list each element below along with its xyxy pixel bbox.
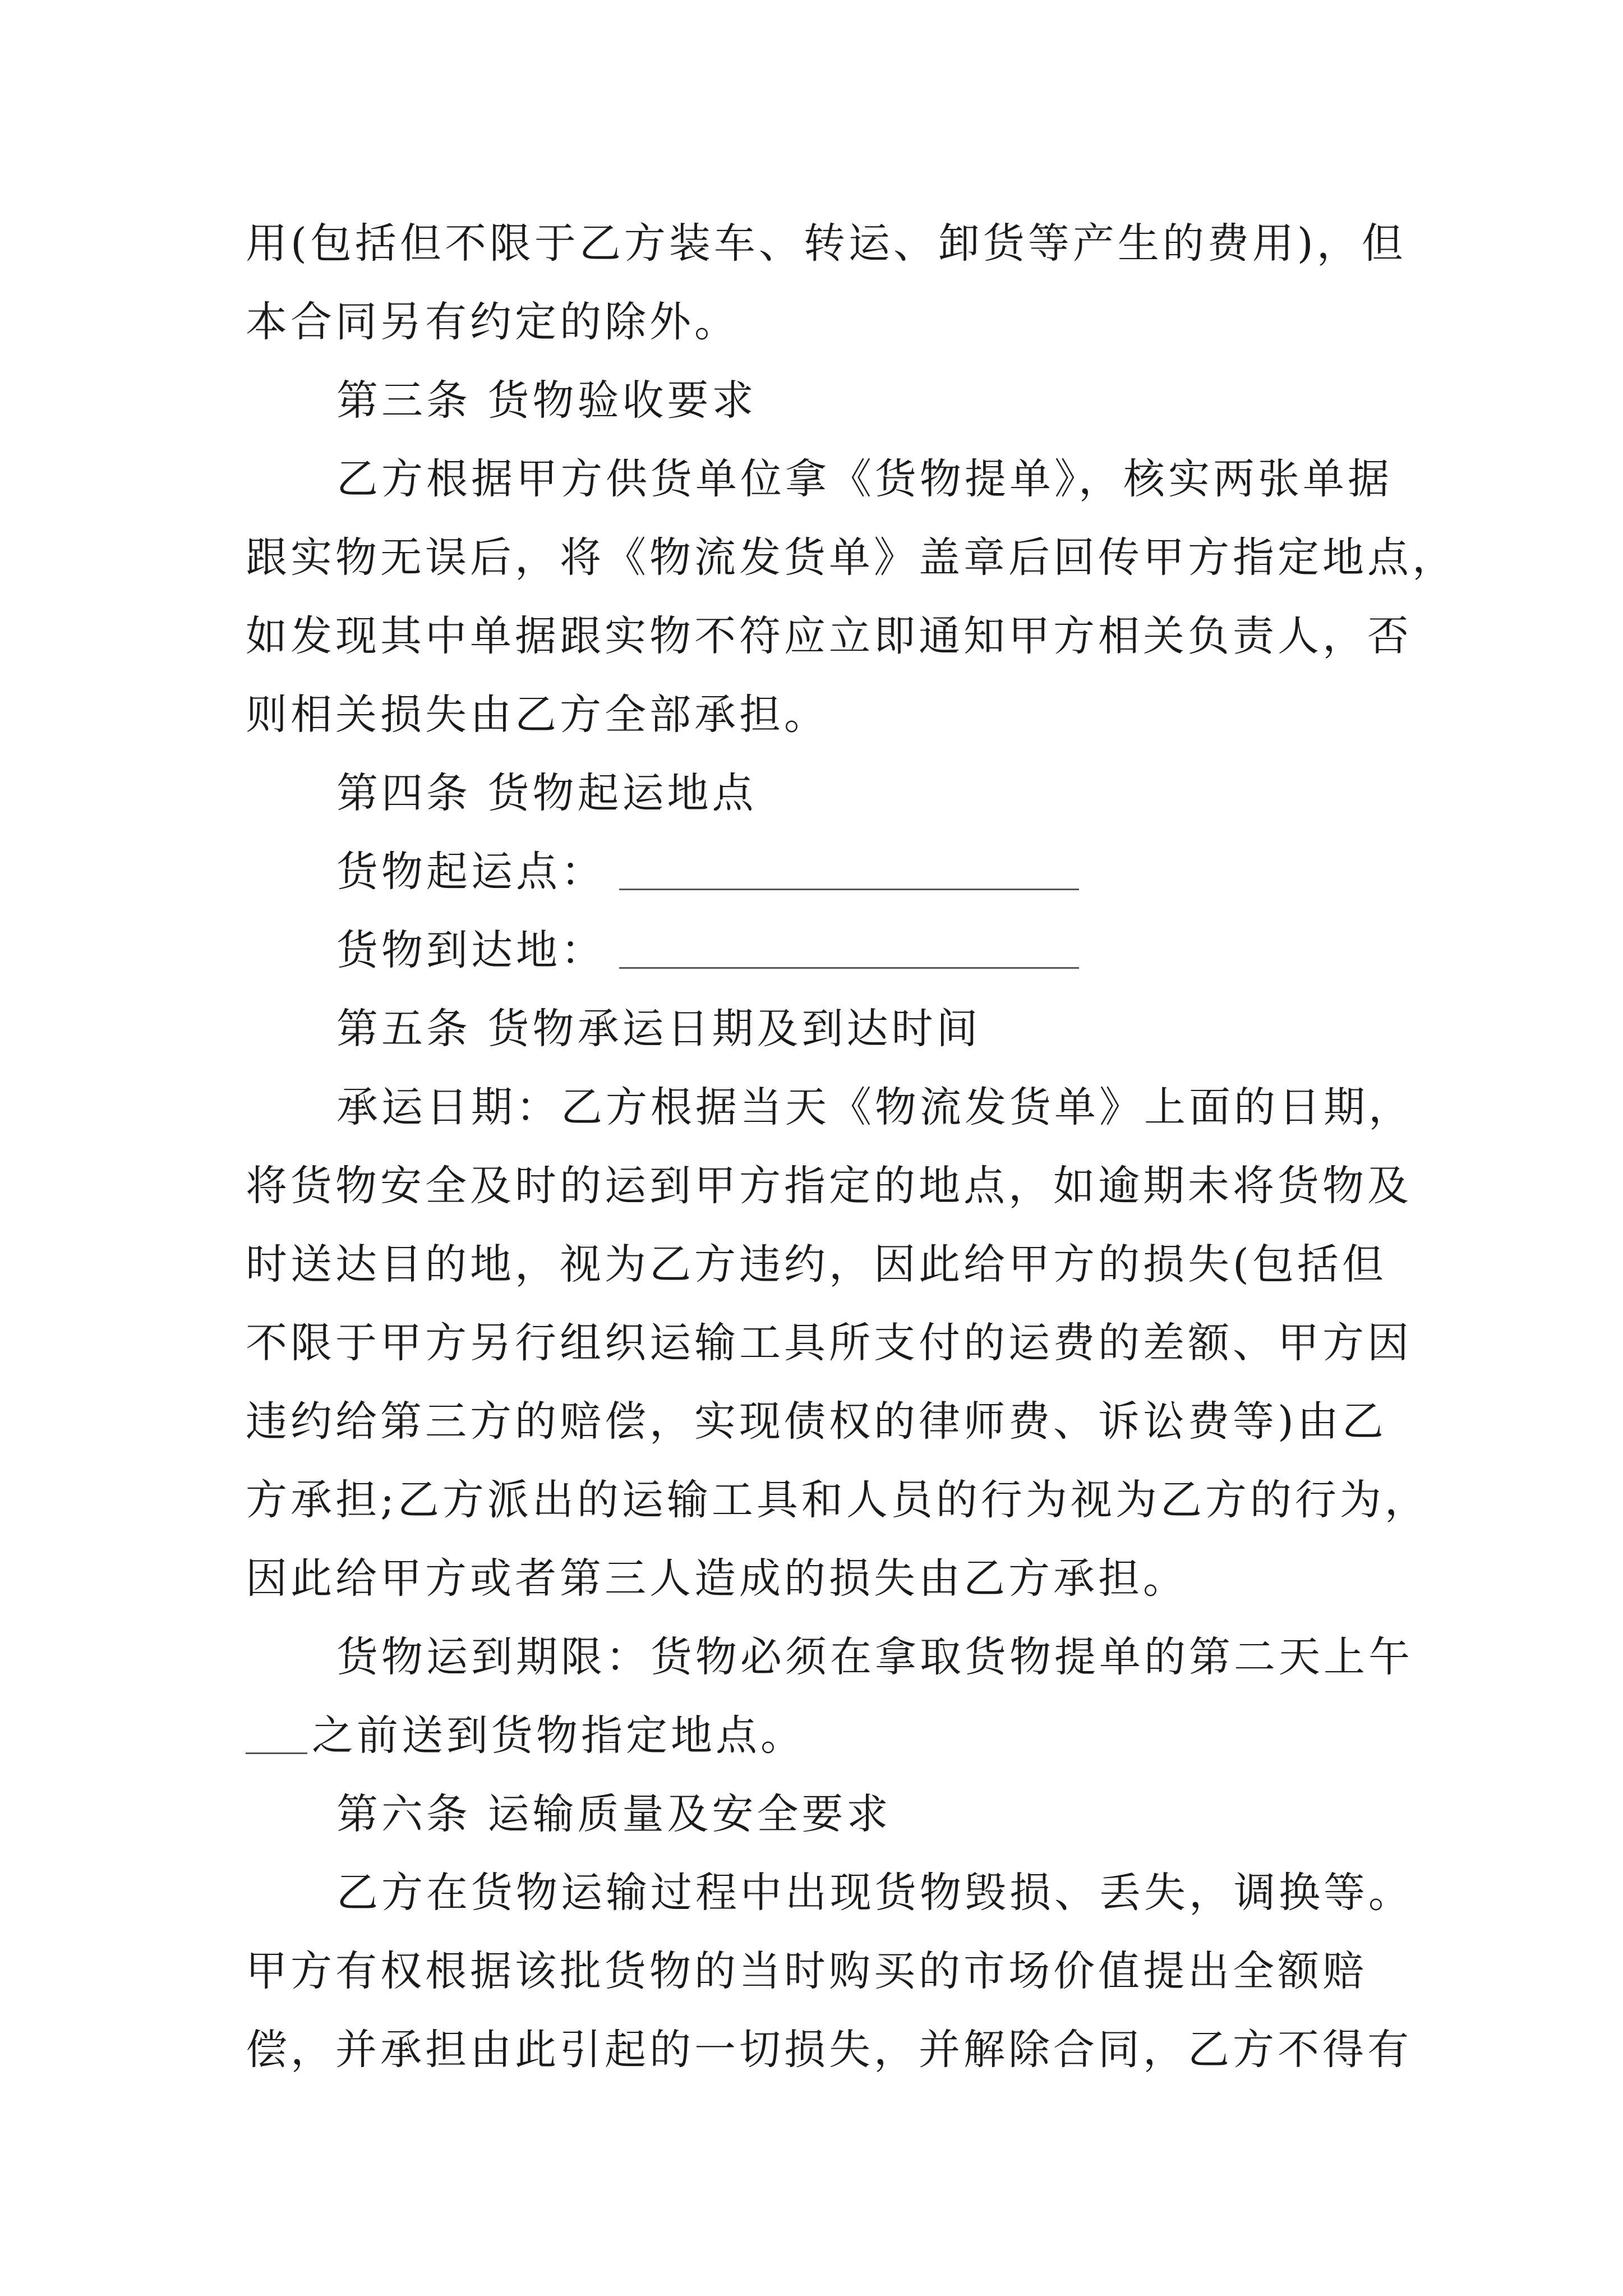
paragraph-line: 因此给甲方或者第三人造成的损失由乙方承担。 [246,1554,1188,1603]
paragraph-line: 承运日期：乙方根据当天《物流发货单》上面的日期， [336,1083,1413,1131]
origin-blank [619,849,1079,890]
paragraph-line: 偿，并承担由此引起的一切损失，并解除合同，乙方不得有 [246,2026,1412,2074]
paragraph-line: 乙方在货物运输过程中出现货物毁损、丢失，调换等。 [336,1869,1413,1917]
paragraph-line: 货物运到期限：货物必须在拿取货物提单的第二天上午 [336,1633,1413,1681]
paragraph-line: 不限于甲方另行组织运输工具所支付的运费的差额、甲方因 [246,1319,1412,1367]
deadline-text: 之前送到货物指定地点。 [312,1711,805,1760]
destination-blank [619,928,1079,969]
destination-field-row [336,919,1492,981]
paragraph-line: 跟实物无误后，将《物流发货单》盖章后回传甲方指定地点， [246,533,1457,582]
paragraph-line: 本合同另有约定的除外。 [246,298,739,346]
origin-label: 货物起运点： [336,848,606,896]
article-heading: 第五条 货物承运日期及到达时间 [336,1005,981,1053]
deadline-row [246,1705,1401,1766]
deadline-time-blank [246,1713,307,1754]
paragraph-line: 乙方根据甲方供货单位拿《货物提单》，核实两张单据 [336,455,1393,503]
destination-label: 货物到达地： [336,926,606,974]
origin-field-row [336,841,1492,903]
paragraph-line: 甲方有权根据该批货物的当时购买的市场价值提出全额赔 [246,1947,1367,1995]
paragraph-line: 用(包括但不限于乙方装车、转运、卸货等产生的费用)，但 [246,219,1407,268]
article-heading: 第三条 货物验收要求 [336,376,757,425]
article-heading: 第四条 货物起运地点 [336,769,757,817]
paragraph-line: 时送达目的地，视为乙方违约，因此给甲方的损失(包括但 [246,1240,1387,1289]
paragraph-line: 违约给第三方的赔偿，实现债权的律师费、诉讼费等)由乙 [246,1397,1387,1446]
article-heading: 第六条 运输质量及安全要求 [336,1790,892,1838]
paragraph-line: 如发现其中单据跟实物不符应立即通知甲方相关负责人，否 [246,612,1412,660]
paragraph-line: 方承担;乙方派出的运输工具和人员的行为视为乙方的行为， [246,1476,1430,1524]
paragraph-line: 将货物安全及时的运到甲方指定的地点，如逾期未将货物及 [246,1162,1412,1210]
paragraph-line: 则相关损失由乙方全部承担。 [246,691,829,739]
